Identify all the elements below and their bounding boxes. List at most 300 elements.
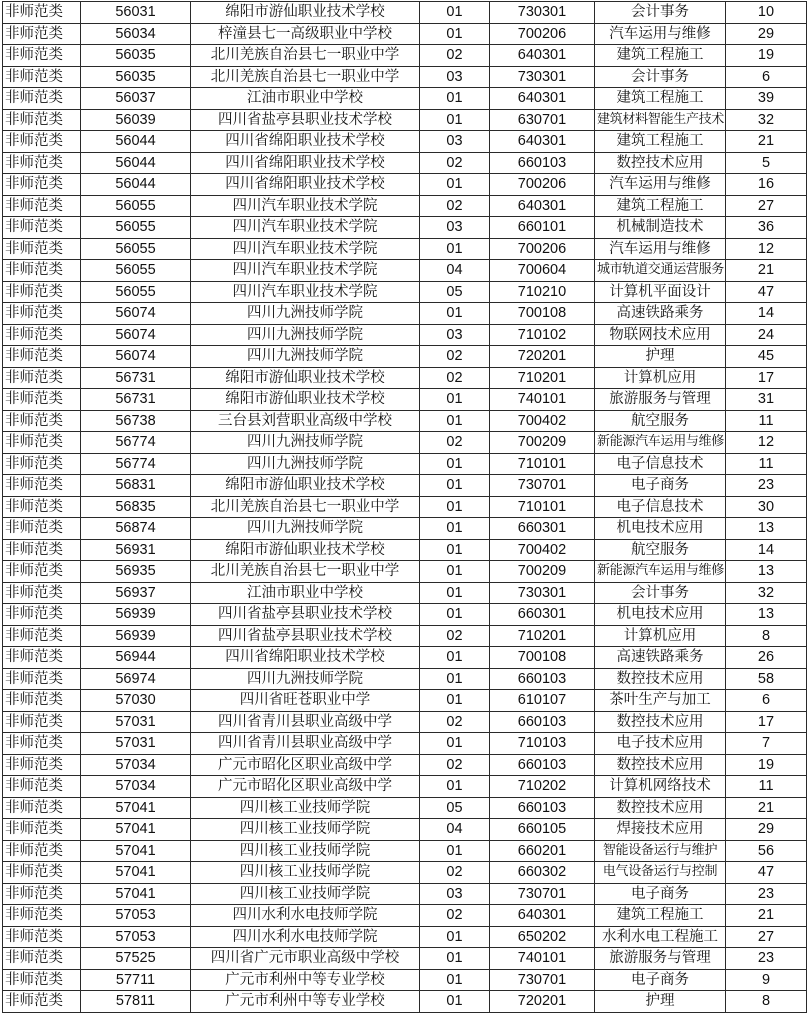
table-row	[3, 496, 807, 518]
major-name-cell: 电子技术应用	[595, 733, 726, 755]
category-cell: 非师范类	[3, 88, 81, 110]
major-code-cell: 700402	[490, 410, 595, 432]
school-name-cell: 四川核工业技师学院	[191, 840, 420, 862]
table-row	[3, 453, 807, 475]
major-code-cell: 710101	[490, 496, 595, 518]
category-cell: 非师范类	[3, 647, 81, 669]
major-name-cell: 建筑工程施工	[595, 131, 726, 153]
table-row	[3, 324, 807, 346]
school-name-cell: 四川核工业技师学院	[191, 883, 420, 905]
category-cell: 非师范类	[3, 217, 81, 239]
plan-count-cell: 13	[726, 604, 807, 626]
school-code-cell: 56944	[81, 647, 191, 669]
table-row	[3, 217, 807, 239]
table-row	[3, 604, 807, 626]
school-code-cell: 56731	[81, 389, 191, 411]
school-code-cell: 56974	[81, 668, 191, 690]
major-code-cell: 660301	[490, 604, 595, 626]
major-seq-cell: 01	[420, 582, 490, 604]
table-row	[3, 969, 807, 991]
major-code-cell: 660103	[490, 754, 595, 776]
plan-count-cell: 10	[726, 2, 807, 24]
category-cell: 非师范类	[3, 66, 81, 88]
major-seq-cell: 01	[420, 561, 490, 583]
major-name-cell: 高速铁路乘务	[595, 303, 726, 325]
table-row	[3, 797, 807, 819]
major-name-cell: 新能源汽车运用与维修	[595, 432, 726, 454]
plan-count-cell: 21	[726, 905, 807, 927]
school-name-cell: 四川九洲技师学院	[191, 518, 420, 540]
plan-count-cell: 19	[726, 45, 807, 67]
major-code-cell: 700209	[490, 432, 595, 454]
major-code-cell: 740101	[490, 948, 595, 970]
table-row	[3, 152, 807, 174]
major-seq-cell: 01	[420, 475, 490, 497]
table-row	[3, 195, 807, 217]
category-cell: 非师范类	[3, 926, 81, 948]
table-row	[3, 733, 807, 755]
plan-count-cell: 58	[726, 668, 807, 690]
plan-count-cell: 23	[726, 475, 807, 497]
school-code-cell: 56044	[81, 174, 191, 196]
plan-count-cell: 19	[726, 754, 807, 776]
plan-count-cell: 21	[726, 797, 807, 819]
school-name-cell: 四川省绵阳职业技术学校	[191, 647, 420, 669]
plan-count-cell: 36	[726, 217, 807, 239]
category-cell: 非师范类	[3, 991, 81, 1013]
major-code-cell: 700108	[490, 303, 595, 325]
category-cell: 非师范类	[3, 174, 81, 196]
plan-count-cell: 23	[726, 883, 807, 905]
school-code-cell: 56055	[81, 217, 191, 239]
major-seq-cell: 01	[420, 604, 490, 626]
school-name-cell: 四川省广元市职业高级中学校	[191, 948, 420, 970]
school-code-cell: 57041	[81, 840, 191, 862]
category-cell: 非师范类	[3, 561, 81, 583]
school-code-cell: 57041	[81, 819, 191, 841]
major-code-cell: 640301	[490, 905, 595, 927]
plan-count-cell: 8	[726, 991, 807, 1013]
major-name-cell: 城市轨道交通运营服务	[595, 260, 726, 282]
table-row	[3, 518, 807, 540]
major-code-cell: 630701	[490, 109, 595, 131]
major-name-cell: 旅游服务与管理	[595, 389, 726, 411]
school-name-cell: 梓潼县七一高级职业中学校	[191, 23, 420, 45]
school-code-cell: 56939	[81, 625, 191, 647]
plan-count-cell: 39	[726, 88, 807, 110]
plan-count-cell: 8	[726, 625, 807, 647]
school-name-cell: 北川羌族自治县七一职业中学	[191, 66, 420, 88]
category-cell: 非师范类	[3, 367, 81, 389]
major-code-cell: 710202	[490, 776, 595, 798]
major-code-cell: 700206	[490, 174, 595, 196]
plan-count-cell: 56	[726, 840, 807, 862]
major-name-cell: 会计事务	[595, 582, 726, 604]
major-name-cell: 汽车运用与维修	[595, 23, 726, 45]
category-cell: 非师范类	[3, 776, 81, 798]
table-row	[3, 303, 807, 325]
major-seq-cell: 01	[420, 410, 490, 432]
school-code-cell: 57031	[81, 733, 191, 755]
major-seq-cell: 01	[420, 647, 490, 669]
table-row	[3, 561, 807, 583]
major-code-cell: 700206	[490, 23, 595, 45]
major-seq-cell: 02	[420, 45, 490, 67]
major-code-cell: 710201	[490, 367, 595, 389]
school-name-cell: 三台县刘营职业高级中学校	[191, 410, 420, 432]
major-seq-cell: 01	[420, 238, 490, 260]
school-code-cell: 56035	[81, 66, 191, 88]
major-name-cell: 会计事务	[595, 2, 726, 24]
table-row	[3, 174, 807, 196]
major-seq-cell: 02	[420, 432, 490, 454]
school-name-cell: 四川九洲技师学院	[191, 324, 420, 346]
major-seq-cell: 02	[420, 346, 490, 368]
category-cell: 非师范类	[3, 582, 81, 604]
category-cell: 非师范类	[3, 948, 81, 970]
major-code-cell: 660103	[490, 152, 595, 174]
table-row	[3, 432, 807, 454]
major-seq-cell: 01	[420, 926, 490, 948]
enrollment-table	[2, 1, 807, 1013]
category-cell: 非师范类	[3, 604, 81, 626]
category-cell: 非师范类	[3, 711, 81, 733]
major-code-cell: 700206	[490, 238, 595, 260]
major-code-cell: 700604	[490, 260, 595, 282]
table-row	[3, 260, 807, 282]
plan-count-cell: 32	[726, 109, 807, 131]
major-seq-cell: 03	[420, 883, 490, 905]
school-name-cell: 四川汽车职业技术学院	[191, 238, 420, 260]
plan-count-cell: 14	[726, 539, 807, 561]
table-row	[3, 647, 807, 669]
school-name-cell: 绵阳市游仙职业技术学校	[191, 539, 420, 561]
major-seq-cell: 02	[420, 152, 490, 174]
school-code-cell: 56055	[81, 281, 191, 303]
major-name-cell: 汽车运用与维修	[595, 238, 726, 260]
major-name-cell: 护理	[595, 991, 726, 1013]
major-name-cell: 旅游服务与管理	[595, 948, 726, 970]
major-seq-cell: 01	[420, 496, 490, 518]
major-seq-cell: 01	[420, 948, 490, 970]
school-code-cell: 57711	[81, 969, 191, 991]
major-code-cell: 660101	[490, 217, 595, 239]
major-name-cell: 护理	[595, 346, 726, 368]
major-name-cell: 数控技术应用	[595, 711, 726, 733]
plan-count-cell: 5	[726, 152, 807, 174]
school-name-cell: 四川汽车职业技术学院	[191, 217, 420, 239]
major-name-cell: 建筑工程施工	[595, 905, 726, 927]
major-name-cell: 机电技术应用	[595, 518, 726, 540]
major-code-cell: 710201	[490, 625, 595, 647]
plan-count-cell: 29	[726, 23, 807, 45]
school-name-cell: 绵阳市游仙职业技术学校	[191, 475, 420, 497]
category-cell: 非师范类	[3, 518, 81, 540]
major-code-cell: 610107	[490, 690, 595, 712]
major-code-cell: 720201	[490, 346, 595, 368]
school-name-cell: 四川汽车职业技术学院	[191, 260, 420, 282]
school-code-cell: 56044	[81, 131, 191, 153]
school-code-cell: 56055	[81, 195, 191, 217]
category-cell: 非师范类	[3, 690, 81, 712]
school-code-cell: 56074	[81, 303, 191, 325]
school-code-cell: 57525	[81, 948, 191, 970]
major-seq-cell: 04	[420, 260, 490, 282]
plan-count-cell: 14	[726, 303, 807, 325]
school-name-cell: 四川省绵阳职业技术学校	[191, 131, 420, 153]
school-name-cell: 四川九洲技师学院	[191, 453, 420, 475]
school-name-cell: 广元市昭化区职业高级中学	[191, 776, 420, 798]
table-row	[3, 475, 807, 497]
school-name-cell: 四川省盐亭县职业技术学校	[191, 625, 420, 647]
major-seq-cell: 01	[420, 690, 490, 712]
category-cell: 非师范类	[3, 905, 81, 927]
major-code-cell: 660301	[490, 518, 595, 540]
table-row	[3, 539, 807, 561]
major-name-cell: 建筑工程施工	[595, 195, 726, 217]
major-code-cell: 710210	[490, 281, 595, 303]
category-cell: 非师范类	[3, 131, 81, 153]
school-name-cell: 北川羌族自治县七一职业中学	[191, 496, 420, 518]
major-name-cell: 电子商务	[595, 969, 726, 991]
school-code-cell: 57041	[81, 883, 191, 905]
major-name-cell: 茶叶生产与加工	[595, 690, 726, 712]
table-row	[3, 281, 807, 303]
major-seq-cell: 01	[420, 539, 490, 561]
major-name-cell: 汽车运用与维修	[595, 174, 726, 196]
major-seq-cell: 01	[420, 23, 490, 45]
school-name-cell: 四川核工业技师学院	[191, 862, 420, 884]
major-code-cell: 640301	[490, 131, 595, 153]
category-cell: 非师范类	[3, 109, 81, 131]
school-name-cell: 广元市昭化区职业高级中学	[191, 754, 420, 776]
major-name-cell: 计算机平面设计	[595, 281, 726, 303]
category-cell: 非师范类	[3, 797, 81, 819]
major-seq-cell: 01	[420, 668, 490, 690]
major-seq-cell: 04	[420, 819, 490, 841]
plan-count-cell: 12	[726, 432, 807, 454]
school-name-cell: 四川省盐亭县职业技术学校	[191, 604, 420, 626]
plan-count-cell: 27	[726, 926, 807, 948]
school-name-cell: 江油市职业中学校	[191, 582, 420, 604]
table-row	[3, 389, 807, 411]
school-name-cell: 四川九洲技师学院	[191, 668, 420, 690]
category-cell: 非师范类	[3, 625, 81, 647]
plan-count-cell: 45	[726, 346, 807, 368]
table-row	[3, 905, 807, 927]
category-cell: 非师范类	[3, 410, 81, 432]
school-code-cell: 56074	[81, 346, 191, 368]
major-seq-cell: 03	[420, 131, 490, 153]
category-cell: 非师范类	[3, 260, 81, 282]
major-code-cell: 700108	[490, 647, 595, 669]
major-code-cell: 710101	[490, 453, 595, 475]
major-seq-cell: 01	[420, 969, 490, 991]
table-row	[3, 88, 807, 110]
school-code-cell: 56055	[81, 260, 191, 282]
school-name-cell: 四川核工业技师学院	[191, 819, 420, 841]
category-cell: 非师范类	[3, 539, 81, 561]
table-row	[3, 410, 807, 432]
major-name-cell: 航空服务	[595, 410, 726, 432]
school-code-cell: 56731	[81, 367, 191, 389]
plan-count-cell: 27	[726, 195, 807, 217]
major-code-cell: 730701	[490, 969, 595, 991]
school-name-cell: 四川水利水电技师学院	[191, 926, 420, 948]
school-code-cell: 57041	[81, 862, 191, 884]
table-row	[3, 2, 807, 24]
plan-count-cell: 13	[726, 518, 807, 540]
major-code-cell: 700402	[490, 539, 595, 561]
major-seq-cell: 02	[420, 195, 490, 217]
plan-count-cell: 11	[726, 776, 807, 798]
school-name-cell: 四川省青川县职业高级中学	[191, 711, 420, 733]
plan-count-cell: 47	[726, 281, 807, 303]
major-code-cell: 640301	[490, 195, 595, 217]
school-code-cell: 56044	[81, 152, 191, 174]
school-code-cell: 56874	[81, 518, 191, 540]
category-cell: 非师范类	[3, 496, 81, 518]
category-cell: 非师范类	[3, 819, 81, 841]
plan-count-cell: 21	[726, 131, 807, 153]
major-seq-cell: 02	[420, 905, 490, 927]
school-code-cell: 56774	[81, 453, 191, 475]
major-seq-cell: 01	[420, 776, 490, 798]
school-name-cell: 北川羌族自治县七一职业中学	[191, 561, 420, 583]
category-cell: 非师范类	[3, 733, 81, 755]
category-cell: 非师范类	[3, 346, 81, 368]
major-code-cell: 730301	[490, 582, 595, 604]
table-row	[3, 625, 807, 647]
major-code-cell: 660103	[490, 668, 595, 690]
category-cell: 非师范类	[3, 389, 81, 411]
school-name-cell: 绵阳市游仙职业技术学校	[191, 389, 420, 411]
plan-count-cell: 29	[726, 819, 807, 841]
major-seq-cell: 01	[420, 2, 490, 24]
major-name-cell: 焊接技术应用	[595, 819, 726, 841]
major-name-cell: 数控技术应用	[595, 754, 726, 776]
plan-count-cell: 11	[726, 410, 807, 432]
table-row	[3, 131, 807, 153]
major-code-cell: 660103	[490, 711, 595, 733]
major-code-cell: 730701	[490, 883, 595, 905]
school-code-cell: 56835	[81, 496, 191, 518]
school-name-cell: 四川省盐亭县职业技术学校	[191, 109, 420, 131]
school-name-cell: 江油市职业中学校	[191, 88, 420, 110]
school-name-cell: 四川省绵阳职业技术学校	[191, 152, 420, 174]
category-cell: 非师范类	[3, 152, 81, 174]
category-cell: 非师范类	[3, 432, 81, 454]
major-name-cell: 新能源汽车运用与维修	[595, 561, 726, 583]
table-row	[3, 883, 807, 905]
major-seq-cell: 02	[420, 862, 490, 884]
school-code-cell: 56031	[81, 2, 191, 24]
major-name-cell: 机械制造技术	[595, 217, 726, 239]
plan-count-cell: 24	[726, 324, 807, 346]
school-name-cell: 广元市利州中等专业学校	[191, 991, 420, 1013]
major-seq-cell: 01	[420, 174, 490, 196]
table-row	[3, 690, 807, 712]
major-seq-cell: 05	[420, 281, 490, 303]
major-name-cell: 水利水电工程施工	[595, 926, 726, 948]
major-name-cell: 计算机应用	[595, 625, 726, 647]
plan-count-cell: 17	[726, 367, 807, 389]
plan-count-cell: 23	[726, 948, 807, 970]
table-row	[3, 367, 807, 389]
major-name-cell: 建筑工程施工	[595, 88, 726, 110]
school-code-cell: 57034	[81, 776, 191, 798]
school-code-cell: 56037	[81, 88, 191, 110]
major-seq-cell: 01	[420, 991, 490, 1013]
plan-count-cell: 47	[726, 862, 807, 884]
major-code-cell: 660103	[490, 797, 595, 819]
school-code-cell: 56738	[81, 410, 191, 432]
major-seq-cell: 01	[420, 453, 490, 475]
major-name-cell: 数控技术应用	[595, 152, 726, 174]
major-name-cell: 物联网技术应用	[595, 324, 726, 346]
major-name-cell: 电子信息技术	[595, 453, 726, 475]
major-name-cell: 智能设备运行与维护	[595, 840, 726, 862]
major-code-cell: 660302	[490, 862, 595, 884]
major-name-cell: 计算机网络技术	[595, 776, 726, 798]
school-code-cell: 56935	[81, 561, 191, 583]
major-seq-cell: 02	[420, 754, 490, 776]
category-cell: 非师范类	[3, 754, 81, 776]
major-seq-cell: 02	[420, 367, 490, 389]
major-name-cell: 计算机应用	[595, 367, 726, 389]
category-cell: 非师范类	[3, 45, 81, 67]
table-row	[3, 582, 807, 604]
table-row	[3, 819, 807, 841]
plan-count-cell: 32	[726, 582, 807, 604]
major-name-cell: 电子商务	[595, 883, 726, 905]
major-name-cell: 航空服务	[595, 539, 726, 561]
major-name-cell: 电子信息技术	[595, 496, 726, 518]
school-name-cell: 绵阳市游仙职业技术学校	[191, 2, 420, 24]
category-cell: 非师范类	[3, 969, 81, 991]
school-name-cell: 北川羌族自治县七一职业中学	[191, 45, 420, 67]
plan-count-cell: 11	[726, 453, 807, 475]
major-code-cell: 710102	[490, 324, 595, 346]
plan-count-cell: 6	[726, 66, 807, 88]
category-cell: 非师范类	[3, 324, 81, 346]
category-cell: 非师范类	[3, 883, 81, 905]
school-code-cell: 57041	[81, 797, 191, 819]
category-cell: 非师范类	[3, 303, 81, 325]
major-name-cell: 数控技术应用	[595, 668, 726, 690]
school-code-cell: 57030	[81, 690, 191, 712]
plan-count-cell: 7	[726, 733, 807, 755]
major-seq-cell: 01	[420, 303, 490, 325]
major-name-cell: 会计事务	[595, 66, 726, 88]
plan-count-cell: 26	[726, 647, 807, 669]
category-cell: 非师范类	[3, 475, 81, 497]
plan-count-cell: 16	[726, 174, 807, 196]
major-code-cell: 720201	[490, 991, 595, 1013]
school-name-cell: 四川九洲技师学院	[191, 303, 420, 325]
major-name-cell: 建筑工程施工	[595, 45, 726, 67]
major-name-cell: 电气设备运行与控制	[595, 862, 726, 884]
table-row	[3, 346, 807, 368]
school-name-cell: 四川汽车职业技术学院	[191, 195, 420, 217]
table-row	[3, 45, 807, 67]
school-code-cell: 56039	[81, 109, 191, 131]
school-code-cell: 56831	[81, 475, 191, 497]
major-code-cell: 640301	[490, 45, 595, 67]
table-row	[3, 109, 807, 131]
school-code-cell: 56074	[81, 324, 191, 346]
table-row	[3, 991, 807, 1013]
